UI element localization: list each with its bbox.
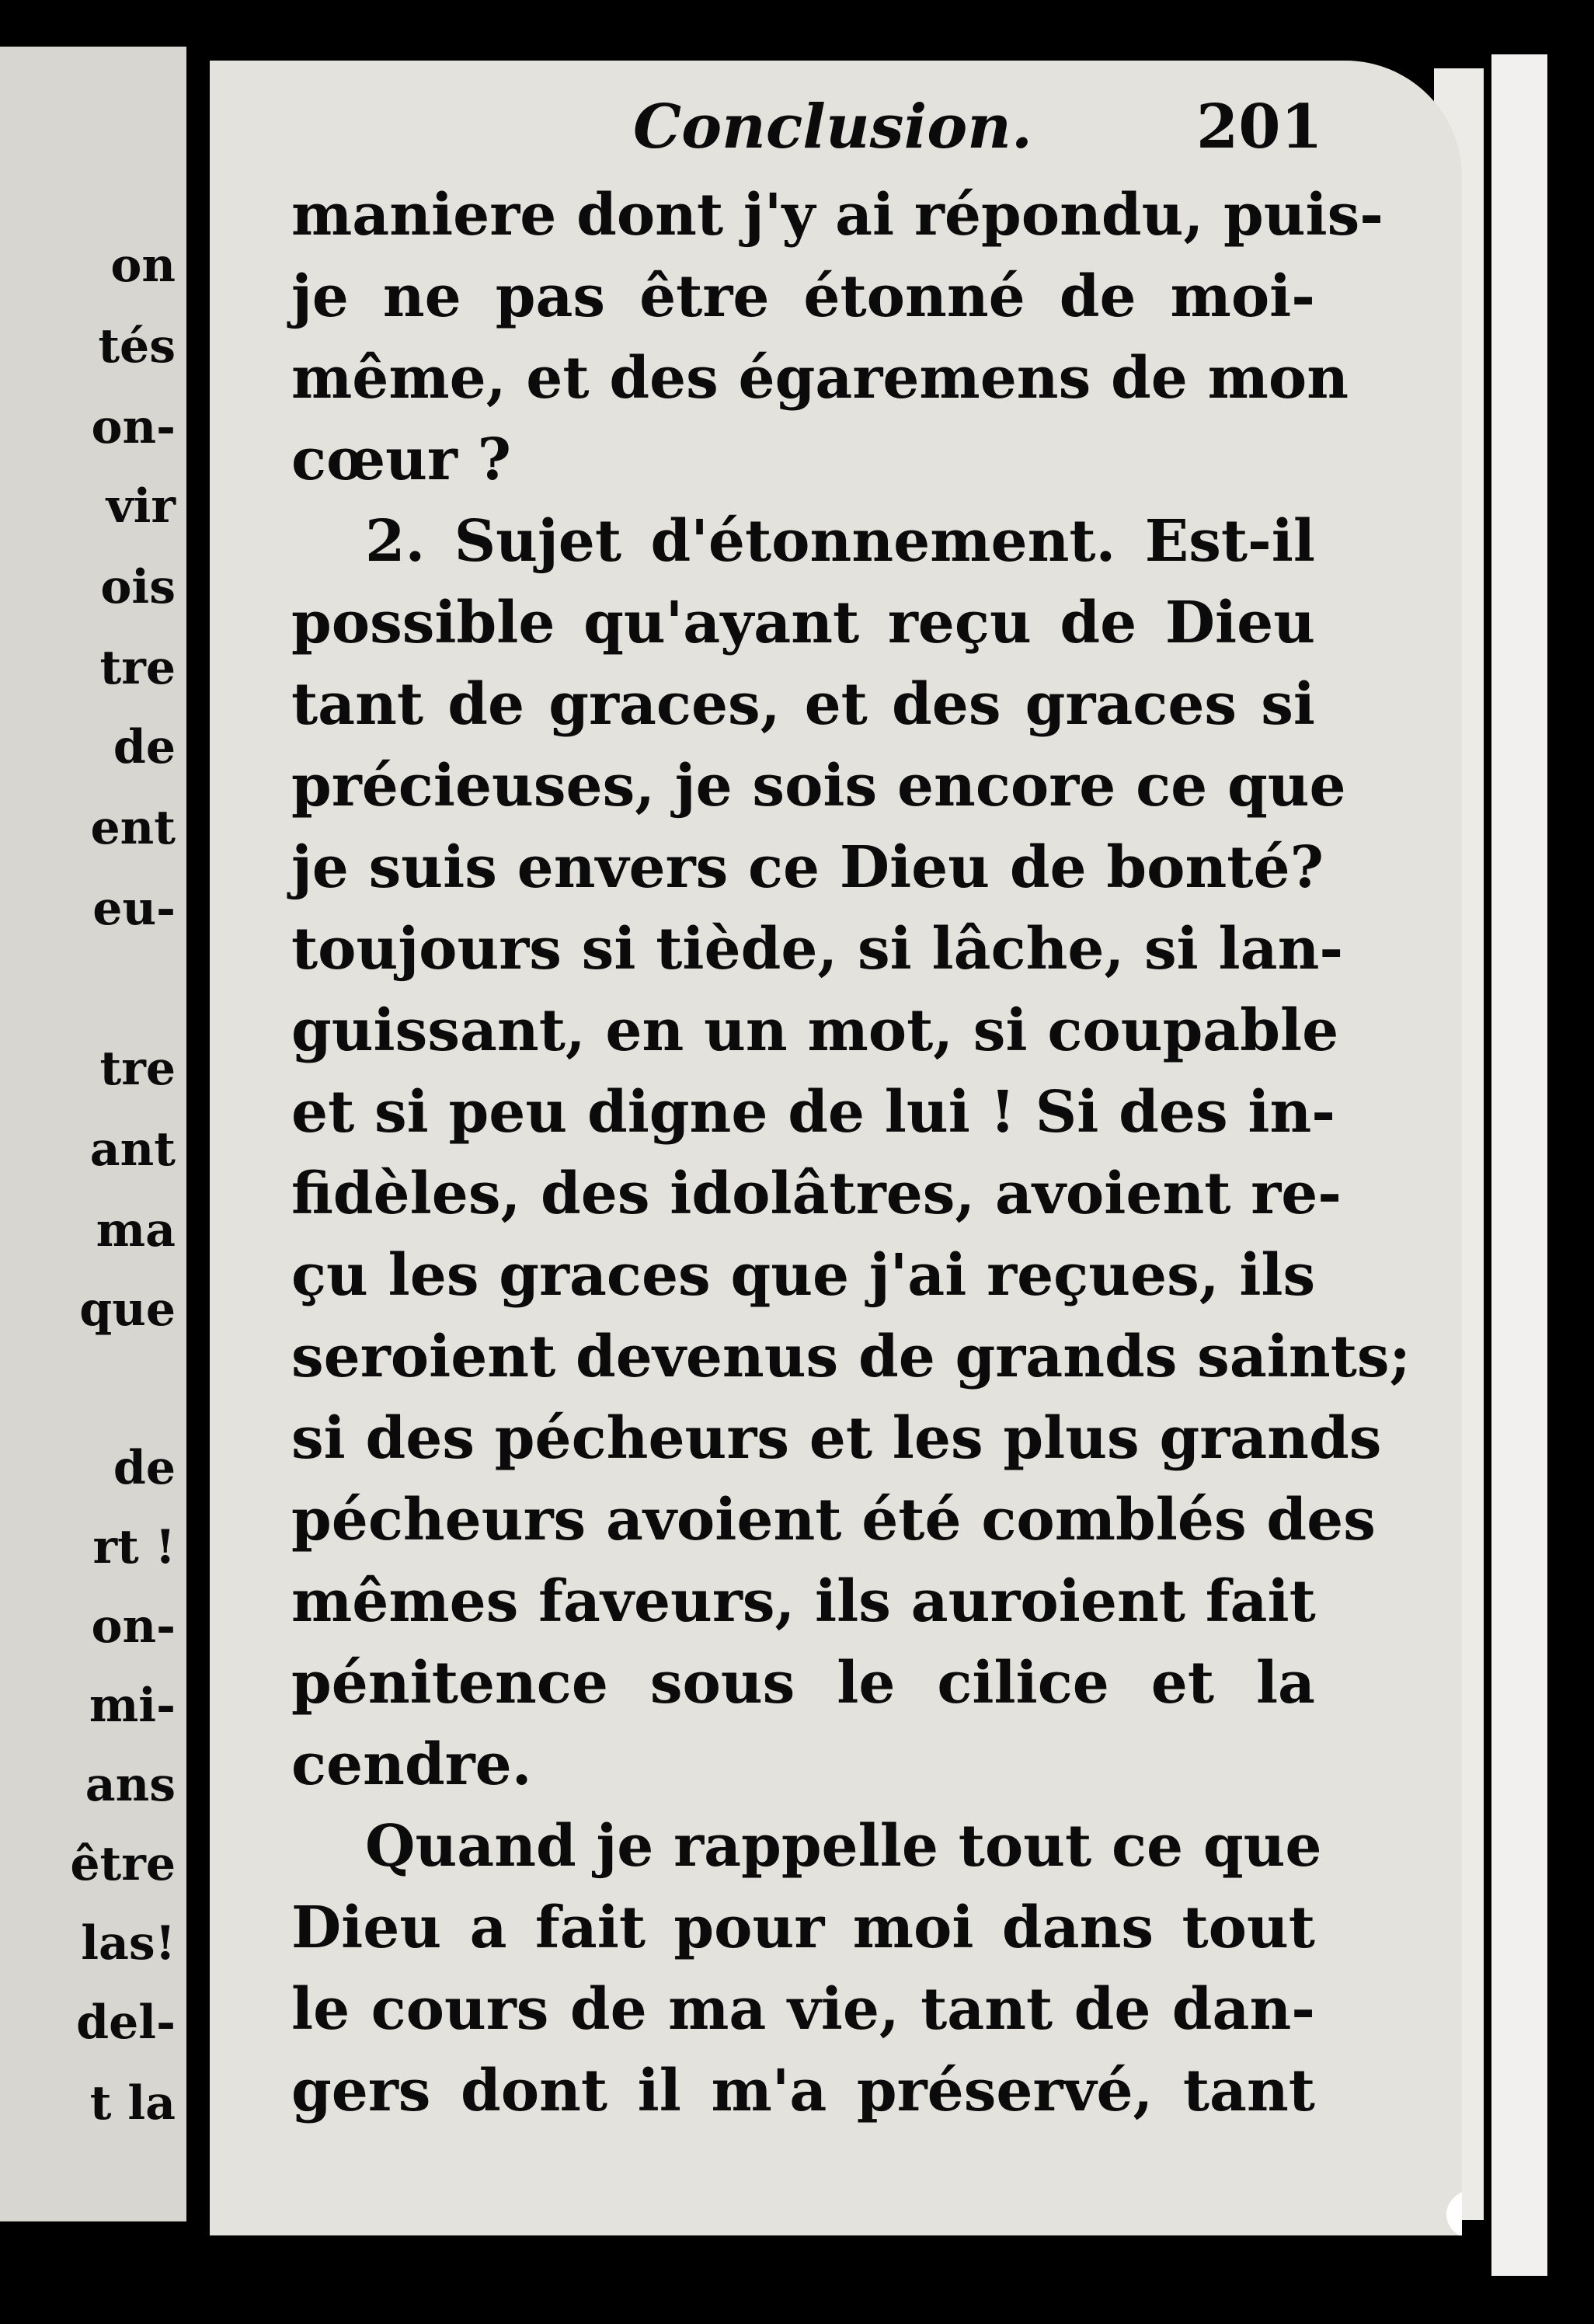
left-fragment-line: que — [79, 1282, 176, 1337]
left-fragment-line: ant — [89, 1122, 176, 1177]
left-fragment-line: on- — [91, 1599, 176, 1654]
left-fragment-line: ent — [90, 801, 176, 855]
left-fragment-line: de — [113, 1441, 176, 1495]
text-line: le cours de ma vie, tant de dan- — [291, 1976, 1315, 2043]
left-fragment-line: ma — [96, 1203, 176, 1258]
text-line: je suis envers ce Dieu de bonté? — [291, 834, 1324, 901]
text-line: çu les graces que j'ai reçues, ils — [291, 1242, 1316, 1309]
text-line: maniere dont j'y ai répondu, puis- — [291, 182, 1383, 249]
text-line: même, et des égaremens de mon — [291, 345, 1349, 412]
book-gutter — [186, 47, 210, 2253]
text-line: je ne pas être étonné de moi- — [291, 263, 1315, 330]
left-fragment-line: del- — [76, 1995, 176, 2050]
left-fragment-line: ois — [100, 560, 176, 614]
left-fragment-line: tre — [99, 1042, 176, 1096]
text-line: guissant, en un mot, si coupable — [291, 997, 1339, 1064]
text-line: précieuses, je sois encore ce que — [291, 753, 1346, 819]
page-number: 201 — [1196, 92, 1323, 162]
text-line: pécheurs avoient été comblés des — [291, 1487, 1376, 1553]
left-fragment-line: t la — [89, 2076, 176, 2131]
page-edge-shadow — [1484, 54, 1491, 2276]
left-fragment-line: ans — [85, 1758, 176, 1812]
left-fragment-line: eu- — [92, 882, 176, 936]
running-head — [210, 78, 1336, 163]
left-fragment-line: être — [70, 1837, 176, 1891]
text-line: et si peu digne de lui ! Si des in- — [291, 1079, 1335, 1146]
left-fragment-line: on — [110, 238, 176, 293]
text-line: Quand je rappelle tout ce que — [365, 1813, 1322, 1880]
text-line: fidèles, des idolâtres, avoient re- — [291, 1160, 1342, 1227]
ink-blot — [1446, 2189, 1462, 2235]
text-line: tant de graces, et des graces si — [291, 671, 1315, 738]
text-line: seroient devenus de grands saints; — [291, 1324, 1411, 1390]
text-line: pénitence sous le cilice et la — [291, 1650, 1315, 1717]
text-line: mêmes faveurs, ils auroient fait — [291, 1568, 1316, 1635]
left-fragment-line: vir — [106, 479, 176, 534]
left-fragment-line: mi- — [89, 1679, 176, 1733]
running-head-title: Conclusion. — [633, 92, 1033, 162]
left-fragment-line: las! — [81, 1916, 176, 1971]
text-line: gers dont il m'a préservé, tant — [291, 2058, 1315, 2124]
previous-page-fragment — [0, 47, 186, 2221]
text-line: toujours si tiède, si lâche, si lan- — [291, 916, 1344, 983]
left-fragment-line: on- — [91, 400, 176, 454]
left-fragment-line: rt ! — [92, 1520, 176, 1574]
left-fragment-line: de — [113, 720, 176, 774]
text-line: Dieu a fait pour moi dans tout — [291, 1894, 1315, 1961]
text-line: possible qu'ayant reçu de Dieu — [291, 590, 1315, 656]
book-page — [210, 61, 1462, 2235]
text-line: cendre. — [291, 1731, 532, 1798]
text-line: 2. Sujet d'étonnement. Est-il — [365, 508, 1315, 575]
left-fragment-line: tés — [98, 319, 176, 374]
left-fragment-line: tre — [99, 641, 176, 695]
text-line: cœur ? — [291, 426, 512, 493]
page-edge-outer — [1491, 54, 1547, 2276]
text-line: si des pécheurs et les plus grands — [291, 1405, 1382, 1472]
